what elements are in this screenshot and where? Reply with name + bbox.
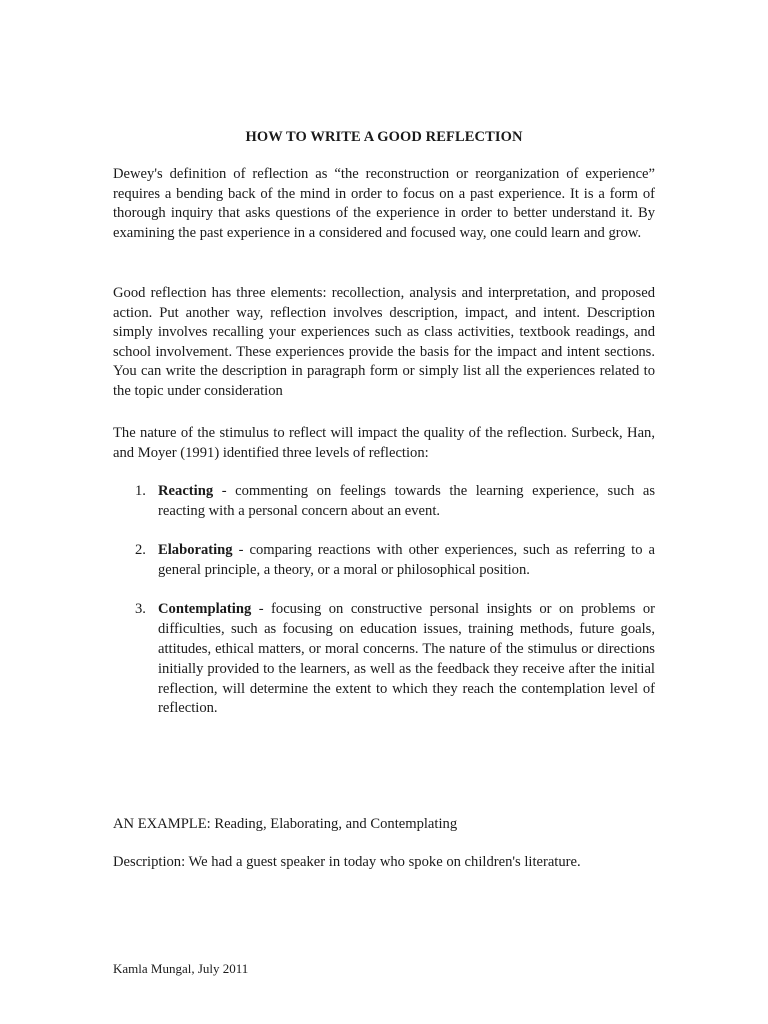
list-term-elaborating: Elaborating [158, 542, 233, 559]
list-item-reacting [113, 482, 655, 522]
list-text-elaborating: - comparing reactions with other experiences, such as referring to a general principle, a theory, or a moral or philosophical position. [158, 542, 655, 578]
list-number: 3. [135, 601, 146, 618]
list-item-elaborating [113, 541, 655, 581]
paragraph-dewey-definition: Dewey's definition of reflection as “the reconstruction or reorganization of experience” requires a bending back of the mind in order to focus on a past experience. It is a form of thorough inquiry that asks questions of the experience in order to better understand it. By examining the past experience in a considered and focused way, one could learn and grow. [113, 166, 655, 241]
list-number: 2. [135, 542, 146, 559]
list-text-contemplating: - focusing on constructive personal insights or on problems or difficulties, such as focusing on education issues, training methods, future goals, attitudes, ethical matters, or moral concerns. The nature of the stimulus or directions initially provided to the learners, as well as the feedback they receive after the initial reflection, will determine the extent to which they reach the contemplation level of reflection. [158, 601, 655, 717]
paragraph-stimulus: The nature of the stimulus to reflect will impact the quality of the reflection. Surbeck, Han, and Moyer (1991) identified three levels of reflection: [113, 425, 655, 461]
list-term-contemplating: Contemplating [158, 601, 252, 618]
list-item-contemplating [113, 600, 655, 719]
paragraph-three-elements: Good reflection has three elements: recollection, analysis and interpretation, and proposed action. Put another way, reflection involves description, impact, and intent. Description simply involves recalling your experiences such as class activities, textbook readings, and school involvement. These experiences provide the basis for the impact and intent sections. You can write the description in paragraph form or simply list all the experiences related to the topic under consideration [113, 285, 655, 399]
footer-author-date: Kamla Mungal, July 2011 [113, 961, 249, 976]
list-term-reacting: Reacting [158, 483, 214, 499]
list-number: 1. [135, 483, 146, 499]
example-heading: AN EXAMPLE: Reading, Elaborating, and Contemplating [113, 816, 458, 832]
document-title: HOW TO WRITE A GOOD REFLECTION [245, 129, 523, 145]
list-text-reacting: - commenting on feelings towards the learning experience, such as reacting with a personal concern about an event. [158, 483, 655, 519]
description-paragraph: Description: We had a guest speaker in today who spoke on children's literature. [113, 854, 581, 870]
reflection-levels-list [113, 482, 655, 739]
